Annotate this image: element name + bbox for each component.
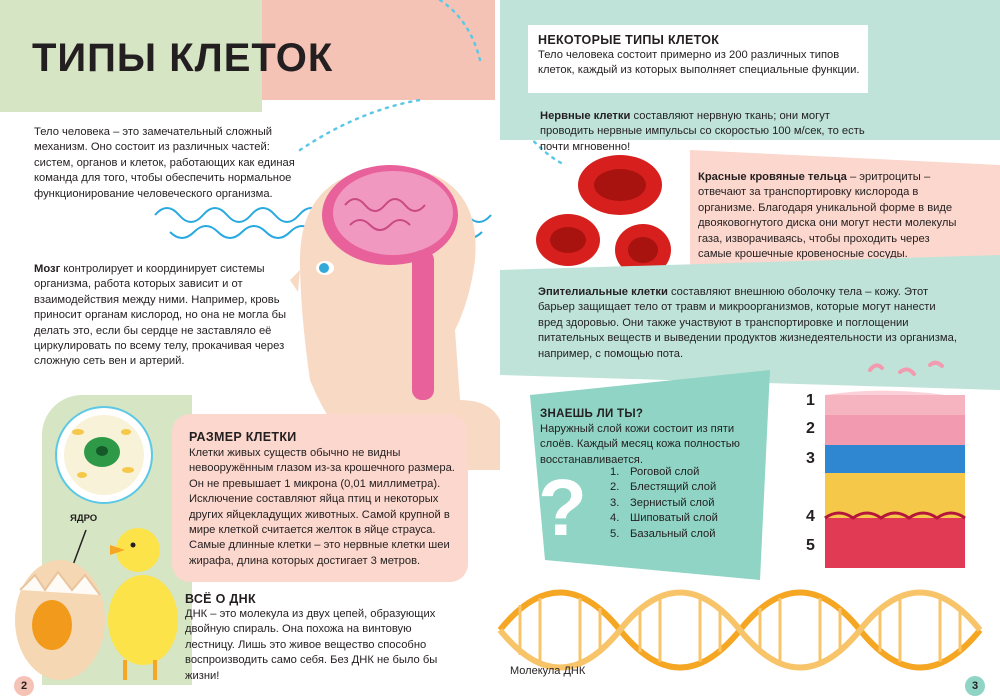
cell-size-text: Клетки живых существ обычно не видны невооружённым глазом из-за крошечного размера. Он не превышает 1 микрона (0,01 миллиметра). Исключение составляют яйца птиц и некоторых других яйцекладущих животных. Самой крупной в мире клеткой считается желток в яйце страуса. Самые длинные клетки – это нервные клетки шеи жирафа, длина которых достигает 3 метров. (189, 447, 455, 567)
nerve-term: Нервные клетки (540, 110, 631, 122)
epi-term: Эпителиальные клетки (538, 286, 668, 298)
layer-number-3: 3 (806, 450, 815, 467)
page-number-right-text: 3 (971, 680, 979, 692)
question-mark-icon: ? (538, 463, 587, 552)
epi-text: составляют внешнюю оболочку тела – кожу. Этот барьер защищает тело от травм и микроорганизмов, которые могут нанести вред здоровью. Они также участвуют в транспортировке и поглощении питательных веществ и выведении продуктов жизнедеятельности из организма, например, с помощью пота. (538, 286, 957, 360)
rbc-text: – эритроциты – отвечают за транспортировку кислорода в организме. Благодаря уникальной форме в виде двояковогнутого диска они могут нести молекулы газа, изворачиваясь, чтобы проходить через самые крошечные кровеносные сосуды. (698, 171, 957, 261)
brain-term: Мозг (34, 263, 61, 275)
layer-item: 1. Роговой слой (610, 466, 700, 478)
layer-item: 4. Шиповатый слой (610, 512, 718, 525)
brain-text: контролирует и координирует системы организма, работа которых зависит и от взаимодействия между ними. Например, кровь приносит органам кислород, но она не могла бы делать это, если бы сердце не заставляло её циркулировать по всему телу, прокачивая через сложную сеть вен и артерий. (34, 263, 287, 368)
layer-number-1: 1 (806, 392, 815, 409)
layer-number-5: 5 (806, 537, 815, 554)
dna-caption: Молекула ДНК (510, 665, 586, 677)
rbc-term: Красные кровяные тельца (698, 171, 847, 183)
quiz-heading: ЗНАЕШЬ ЛИ ТЫ? (540, 408, 644, 420)
intro-paragraph: Тело человека – это замечательный сложный механизм. Оно состоит из различных частей: систем, органов и клеток, работающих как единая команда для того, чтобы обеспечить нормальное функционирование человеческого организма. (34, 126, 295, 200)
types-heading: НЕКОТОРЫЕ ТИПЫ КЛЕТОК (538, 33, 720, 47)
dna-text: ДНК – это молекула из двух цепей, образующих двойную спираль. Она похожа на винтовую лестницу. Лишь это живое вещество способно воспроизводить само себя. Без ДНК не было бы жизни! (185, 608, 438, 682)
page-number-left-text: 2 (20, 680, 28, 692)
page-title: ТИПЫ КЛЕТОК (32, 36, 334, 80)
page-number-right (965, 676, 985, 696)
layer-item: 3. Зернистый слой (610, 496, 715, 509)
types-text: Тело человека состоит примерно из 200 различных типов клеток, каждый из которых выполняет специальные функции. (538, 49, 860, 77)
nucleus-label: ЯДРО (70, 513, 98, 524)
nerve-text: составляют нервную ткань; они могут проводить нервные импульсы со скоростью 100 м/сек, то есть почти мгновенно! (540, 110, 865, 153)
cell-size-heading: РАЗМЕР КЛЕТКИ (189, 430, 297, 444)
dna-heading: ВСЁ О ДНК (185, 592, 256, 606)
layer-item: 2. Блестящий слой (610, 481, 717, 494)
layer-number-2: 2 (806, 420, 815, 437)
layer-number-4: 4 (806, 508, 815, 525)
layer-item: 5. Базальный слой (610, 527, 716, 540)
quiz-text: Наружный слой кожи состоит из пяти слоёв. Каждый месяц кожа полностью восстанавливается. (540, 423, 740, 466)
